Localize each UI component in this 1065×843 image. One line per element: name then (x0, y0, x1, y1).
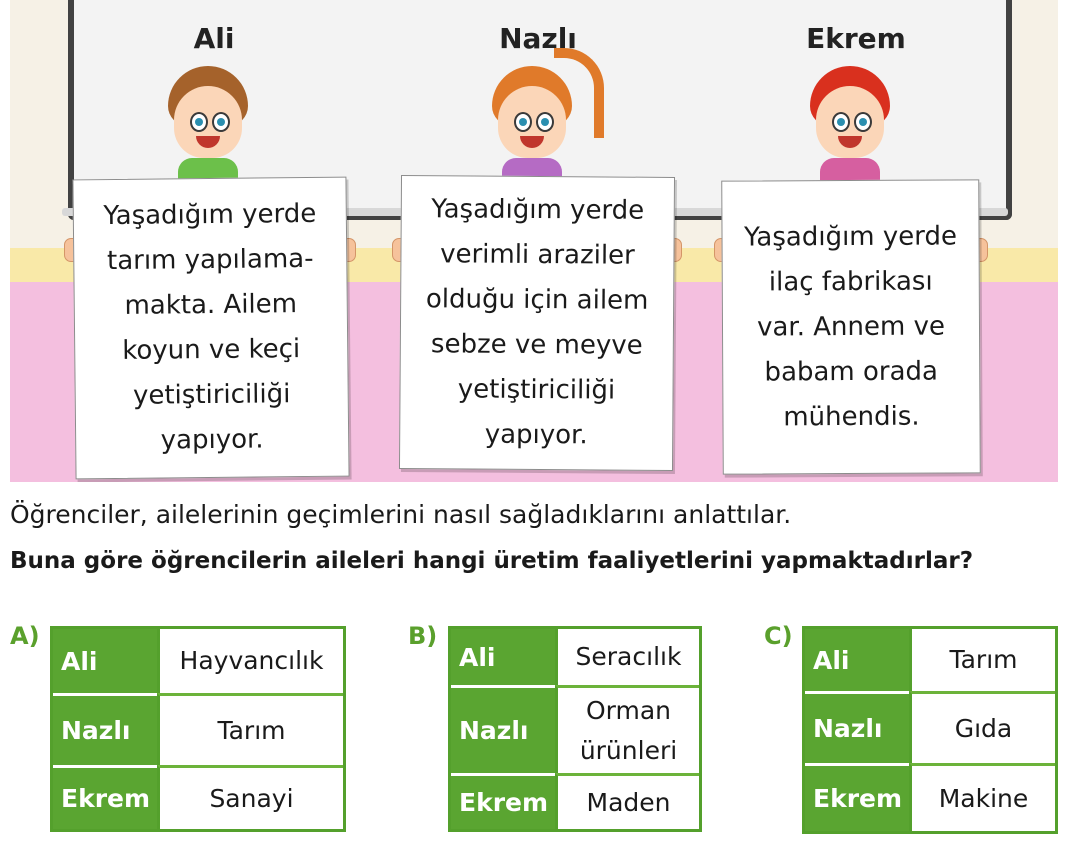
option-row-value: Tarım (157, 693, 343, 765)
table-row (451, 629, 699, 685)
option-row-value: Orman ürünleri (555, 685, 699, 773)
option-row-label: Ali (805, 629, 909, 691)
sign-line: Yaşadığım yerde (744, 220, 958, 253)
kid-name-ali: Ali (193, 22, 235, 55)
sign-nazli-text (425, 187, 649, 459)
sign-line: yapıyor. (160, 424, 264, 456)
kid-nazli-figure (484, 66, 580, 186)
sign-line: var. Annem ve (756, 311, 946, 342)
kid-name-ekrem: Ekrem (806, 22, 906, 55)
option-row-value: Seracılık (555, 629, 699, 685)
eye-icon (190, 112, 208, 132)
eye-icon (536, 112, 554, 132)
option-row-value: Tarım (909, 629, 1055, 691)
sign-line: ilaç fabrikası (768, 266, 933, 297)
option-row-label: Nazlı (805, 691, 909, 763)
option-row-value: Makine (909, 763, 1055, 831)
sign-line: verimli araziler (440, 239, 635, 271)
option-row-label: Nazlı (451, 685, 555, 773)
kid-ali-figure (160, 66, 256, 186)
table-row (805, 691, 1055, 763)
sign-ali-text (103, 192, 319, 464)
sign-nazli (399, 175, 675, 471)
eye-icon (854, 112, 872, 132)
table-row (53, 765, 343, 829)
option-a-table[interactable] (50, 626, 346, 832)
option-row-value: Maden (555, 773, 699, 829)
question-prompt: Buna göre öğrencilerin aileleri hangi üretim faaliyetlerini yapmaktadırlar? (10, 548, 974, 574)
sign-line: makta. Ailem (124, 289, 298, 321)
option-row-value: Sanayi (157, 765, 343, 829)
sign-ali (72, 177, 349, 480)
option-a-letter[interactable]: A) (10, 622, 40, 650)
option-row-label: Nazlı (53, 693, 157, 765)
option-row-label: Ekrem (53, 765, 157, 829)
table-row (805, 763, 1055, 831)
option-c-table[interactable] (802, 626, 1058, 834)
option-row-label: Ekrem (805, 763, 909, 831)
kid-ekrem-figure (802, 66, 898, 186)
table-row (53, 693, 343, 765)
sign-line: yetiştiriciliği (457, 374, 616, 406)
sign-ekrem-text (744, 214, 958, 440)
illustration-scene (10, 0, 1058, 482)
option-row-label: Ali (53, 629, 157, 693)
table-row (451, 685, 699, 773)
sign-line: yapıyor. (484, 419, 588, 451)
option-b-letter[interactable]: B) (408, 622, 438, 650)
sign-line: mühendis. (783, 401, 920, 432)
eye-icon (514, 112, 532, 132)
option-row-value: Gıda (909, 691, 1055, 763)
sign-line: tarım yapılama- (106, 243, 314, 277)
table-row (53, 629, 343, 693)
eye-icon (212, 112, 230, 132)
sign-ekrem (721, 179, 981, 474)
sign-line: Yaşadığım yerde (103, 198, 317, 232)
option-b-table[interactable] (448, 626, 702, 832)
sign-line: yetiştiriciliği (132, 379, 291, 411)
kid-name-nazli: Nazlı (499, 22, 577, 55)
sign-line: Yaşadığım yerde (431, 194, 645, 226)
eye-icon (832, 112, 850, 132)
sign-line: sebze ve meyve (430, 329, 643, 361)
option-row-label: Ali (451, 629, 555, 685)
sign-line: koyun ve keçi (122, 334, 301, 366)
table-row (451, 773, 699, 829)
sign-line: olduğu için ailem (425, 284, 649, 316)
option-c-letter[interactable]: C) (764, 622, 793, 650)
table-row (805, 629, 1055, 691)
question-intro: Öğrenciler, ailelerinin geçimlerini nasıl sağladıklarını anlattılar. (10, 500, 792, 529)
sign-line: babam orada (764, 356, 939, 387)
option-row-label: Ekrem (451, 773, 555, 829)
option-row-value: Hayvancılık (157, 629, 343, 693)
